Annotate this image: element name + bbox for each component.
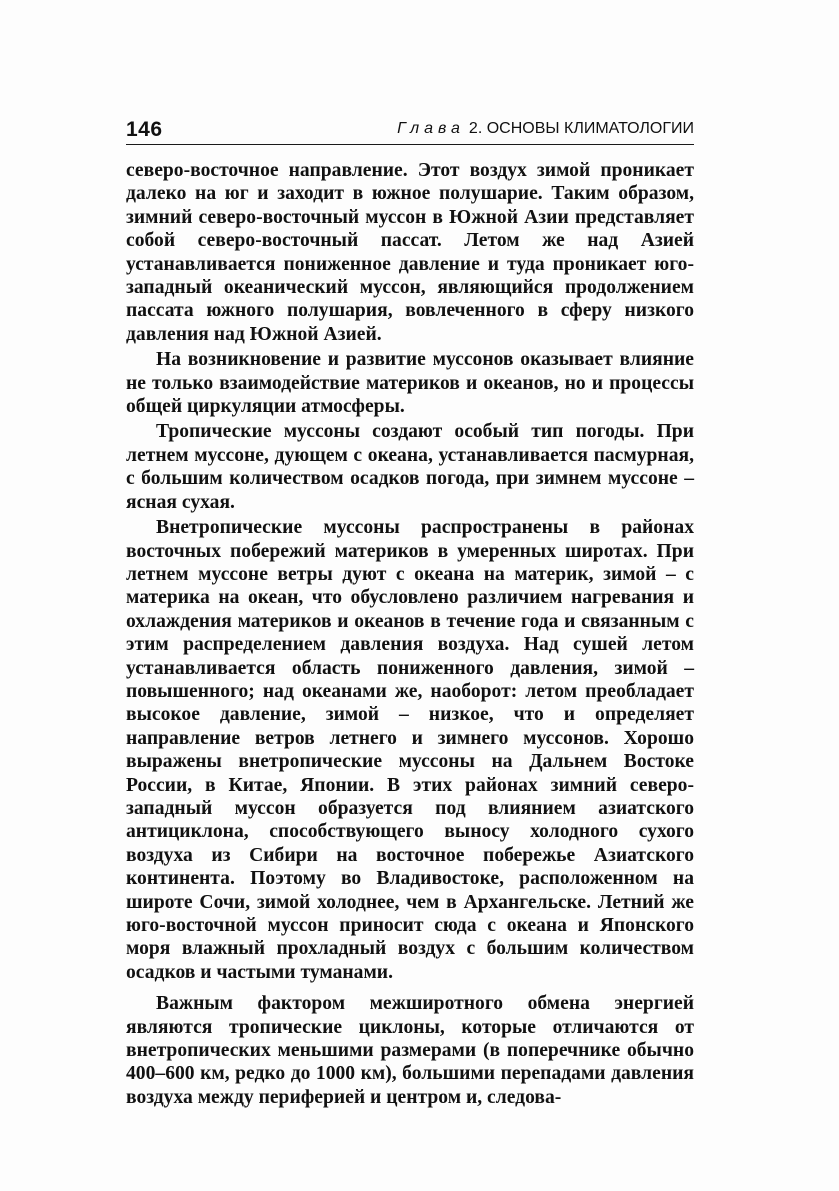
paragraph-continuation: северо-восточное направление. Этот воздух зимой проникает далеко на юг и заходит в южное полушарие. Таким образом, зимний северо-восточный муссон в Южной Азии представляет собой северо-восточный пассат. Летом же над Азией устанавливается пониженное давление и туда проникает юго-западный океанический муссон, являющийся продолжением пассата южного полушария, вовлеченного в сферу низкого давления над Южной Азией. [126, 160, 694, 345]
paragraph: Тропические муссоны создают особый тип погоды. При летнем муссоне, дующем с океана, устанавливается пасмурная, с большим количеством осадков погода, при зимнем муссоне – ясная сухая. [126, 421, 694, 513]
chapter-word: Глава [397, 120, 465, 137]
running-head [397, 120, 694, 138]
paragraph: На возникновение и развитие муссонов оказывает влияние не только взаимодействие материков и океанов, но и процессы общей циркуляции атмосферы. [126, 349, 694, 418]
chapter-title: 2. ОСНОВЫ КЛИМАТОЛОГИИ [468, 120, 694, 137]
paragraph: Важным фактором межширотного обмена энергией являются тропические циклоны, которые отличаются от внетропических меньшими размерами (в поперечнике обычно 400–600 км, редко до 1000 км), большими перепадами давления воздуха между периферией и центром и, следова- [126, 993, 694, 1108]
page-number: 146 [126, 118, 163, 141]
paragraph: Внетропические муссоны распространены в районах восточных побережий материков в умеренных широтах. При летнем муссоне ветры дуют с океана на материк, зимой – с материка на океан, что обусловлено различием нагревания и охлаждения материков и океанов в течение года и связанным с этим распределением давления воздуха. Над сушей летом устанавливается область пониженного давления, зимой – повышенного; над океанами же, наоборот: летом преобладает высокое давление, зимой – низкое, что и определяет направление ветров летнего и зимнего муссонов. Хорошо выражены внетропические муссоны на Дальнем Востоке России, в Китае, Японии. В этих районах зимний северо-западный муссон образуется под влиянием азиатского антициклона, способствующего выносу холодного сухого воздуха из Сибири на восточное побережье Азиатского континента. Поэтому во Владивостоке, расположенном на широте Сочи, зимой холоднее, чем в Архангельске. Летний же юго-восточной муссон приносит сюда с океана и Японского моря влажный прохладный воздух с большим количеством осадков и частыми туманами. [126, 517, 694, 983]
running-header [126, 114, 694, 145]
body-text [126, 159, 694, 1109]
